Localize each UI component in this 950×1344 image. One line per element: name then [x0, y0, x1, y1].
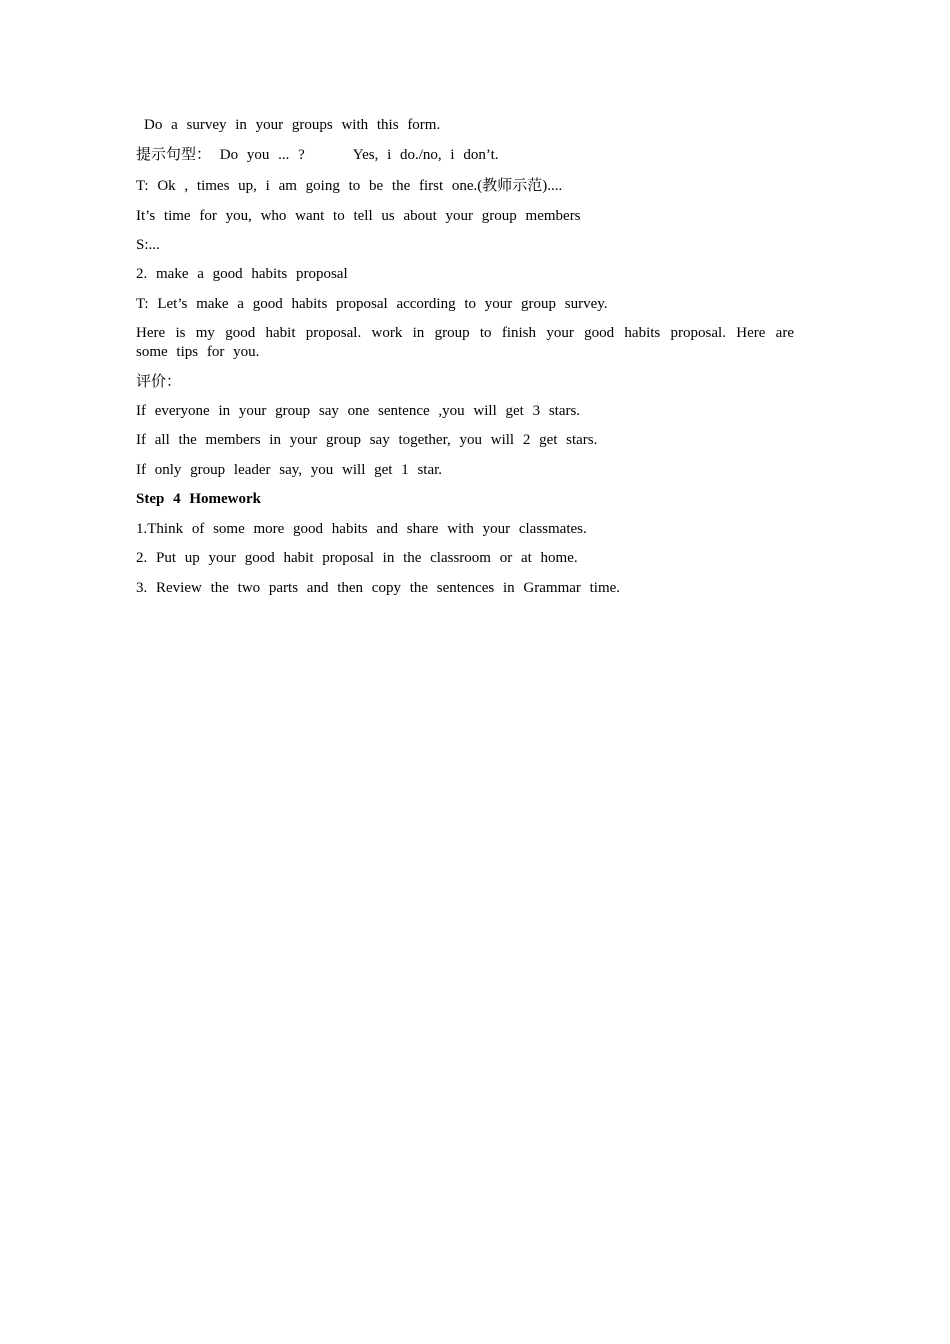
- evaluation-label: 评价：: [136, 374, 182, 390]
- evaluation-one-star: If only group leader say, you will get 1 star.: [136, 462, 443, 478]
- homework-heading: Step 4 Homework: [136, 491, 261, 507]
- evaluation-three-stars: If everyone in your group say one sentence ,you will get 3 stars.: [136, 403, 581, 419]
- homework-item-1: 1.Think of some more good habits and share with your classmates.: [136, 521, 587, 537]
- hint-label: 提示句型：: [136, 147, 212, 163]
- proposal-tips-paragraph: Here is my good habit proposal. work in group to finish your good habits proposal. Here are some tips for you.: [136, 325, 794, 360]
- sentence-pattern-hint: [136, 146, 796, 165]
- student-response: S:...: [136, 237, 160, 253]
- homework-item-3: 3. Review the two parts and then copy the sentences in Grammar time.: [136, 580, 621, 596]
- section-heading-proposal: 2. make a good habits proposal: [136, 266, 348, 282]
- survey-instruction: Do a survey in your groups with this form.: [144, 117, 441, 133]
- teacher-demo-line: T: Ok , times up, i am going to be the first one.(教师示范)....: [136, 178, 563, 194]
- hint-answer: Yes, i do./no, i don’t.: [352, 147, 499, 163]
- homework-item-2: 2. Put up your good habit proposal in the classroom or at home.: [136, 550, 578, 566]
- evaluation-two-stars: If all the members in your group say together, you will 2 get stars.: [136, 432, 598, 448]
- hint-question: Do you ... ?: [219, 147, 305, 163]
- group-members-prompt: It’s time for you, who want to tell us about your group members: [136, 208, 581, 224]
- proposal-instruction: T: Let’s make a good habits proposal according to your group survey.: [136, 296, 608, 312]
